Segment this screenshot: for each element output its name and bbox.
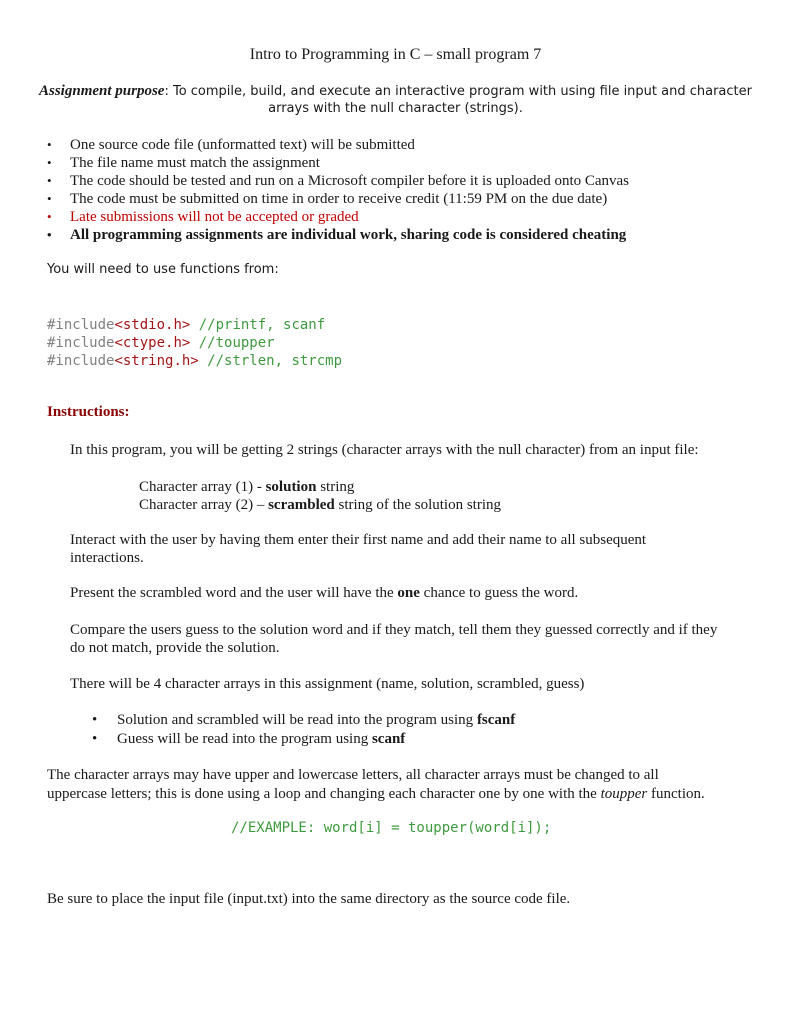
requirement-item: • The code should be tested and run on a Microsoft compiler before it is uploaded onto Canvas: [47, 172, 629, 190]
arrays-description: [139, 478, 501, 514]
include-line: #include<string.h> //strlen, strcmp: [47, 353, 343, 369]
case-paragraph: The character arrays may have upper and lowercase letters, all character arrays must be changed to all uppercase letters; this is done using a loop and changing each character one by one with the toupper function.: [47, 767, 705, 802]
include-line: #include<stdio.h> //printf, scanf: [47, 317, 326, 333]
requirement-item-late: • Late submissions will not be accepted or graded: [47, 208, 629, 226]
compare-paragraph: Compare the users guess to the solution word and if they match, tell them they guessed correctly and if they do not match, provide the solution.: [70, 622, 718, 656]
functions-intro: You will need to use functions from:: [47, 262, 279, 277]
include-line: #include<ctype.h> //toupper: [47, 335, 275, 351]
purpose-line-2: arrays with the null character (strings).: [268, 101, 523, 116]
array-1-line: Character array (1) - solution string: [139, 479, 355, 495]
purpose-line-1: : To compile, build, and execute an interactive program with using file input and character: [164, 84, 752, 99]
input-method-item: • Guess will be read into the program using scanf: [92, 730, 515, 749]
assignment-purpose: [0, 83, 791, 117]
intro-text: In this program, you will be getting 2 strings (character arrays with the null character) from an input file:: [70, 442, 699, 458]
interact-paragraph: Interact with the user by having them enter their first name and add their name to all subsequent interactions.: [70, 532, 647, 566]
footer-note: Be sure to place the input file (input.txt) into the same directory as the source code file.: [47, 891, 571, 907]
purpose-label: Assignment purpose: [39, 83, 165, 99]
example-code: //EXAMPLE: word[i] = toupper(word[i]);: [231, 820, 552, 836]
requirements-list: [47, 136, 629, 244]
present-paragraph: Present the scrambled word and the user will have the one chance to guess the word.: [70, 585, 579, 601]
include-block: [47, 316, 342, 370]
requirement-item: • The code must be submitted on time in order to receive credit (11:59 PM on the due date): [47, 190, 629, 208]
array-2-line: Character array (2) – scrambled string of the solution string: [139, 497, 502, 513]
arrays-count: There will be 4 character arrays in this assignment (name, solution, scrambled, guess): [70, 676, 585, 692]
input-methods-list: [92, 711, 515, 749]
page-title: Intro to Programming in C – small program 7: [249, 46, 542, 63]
requirement-item-individual: • All programming assignments are individual work, sharing code is considered cheating: [47, 226, 629, 244]
input-method-item: • Solution and scrambled will be read into the program using fscanf: [92, 711, 515, 730]
requirement-item: • One source code file (unformatted text) will be submitted: [47, 136, 629, 154]
instructions-heading: Instructions:: [47, 404, 130, 420]
requirement-item: • The file name must match the assignment: [47, 154, 629, 172]
